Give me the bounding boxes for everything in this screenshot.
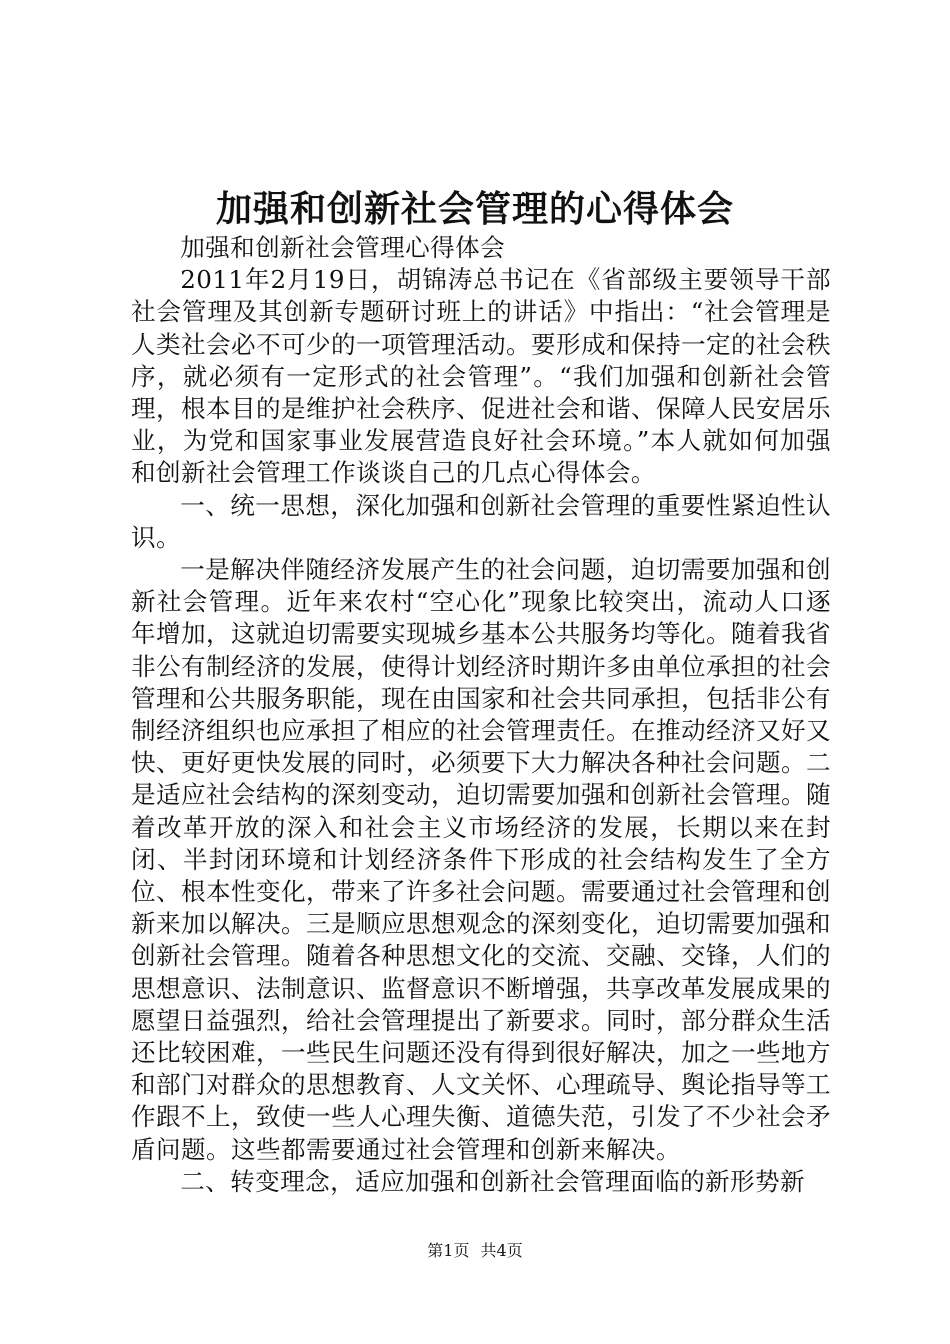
- document-title: 加强和创新社会管理的心得体会: [215, 188, 734, 230]
- section-heading-1: 一、统一思想，深化加强和创新社会管理的重要性紧迫性认识。: [131, 490, 831, 552]
- subtitle-paragraph: 加强和创新社会管理心得体会: [180, 233, 506, 262]
- body-paragraph: 一是解决伴随经济发展产生的社会问题，迫切需要加强和创新社会管理。近年来农村“空心化”现象比较突出，流动人口逐年增加，这就迫切需要实现城乡基本公共服务均等化。随着我省非公有制经济的发展，使得计划经济时期许多由单位承担的社会管理和公共服务职能，现在由国家和社会共同承担，包括非公有制经济组织也应承担了相应的社会管理责任。在推动经济又好又快、更好更快发展的同时，必须要下大力解决各种社会问题。二是适应社会结构的深刻变动，迫切需要加强和创新社会管理。随着改革开放的深入和社会主义市场经济的发展，长期以来在封闭、半封闭环境和计划经济条件下形成的社会结构发生了全方位、根本性变化，带来了许多社会问题。需要通过社会管理和创新来加以解决。三是顺应思想观念的深刻变化，迫切需要加强和创新社会管理。随着各种思想文化的交流、交融、交锋，人们的思想意识、法制意识、监督意识不断增强，共享改革发展成果的愿望日益强烈，给社会管理提出了新要求。同时，部分群众生活还比较困难，一些民生问题还没有得到很好解决，加之一些地方和部门对群众的思想教育、人文关怀、心理疏导、舆论指导等工作跟不上，致使一些人心理失衡、道德失范，引发了不少社会矛盾问题。这些都需要通过社会管理和创新来解决。: [131, 555, 831, 1164]
- document-body: [131, 232, 831, 1198]
- section-heading-2: 二、转变理念，适应加强和创新社会管理面临的新形势新: [180, 1166, 806, 1196]
- intro-paragraph: 2011年2月19日，胡锦涛总书记在《省部级主要领导干部社会管理及其创新专题研讨班上的讲话》中指出：“社会管理是人类社会必不可少的一项管理活动。要形成和保持一定的社会秩序，就必须有一定形式的社会管理”。“我们加强和创新社会管理，根本目的是维护社会秩序、促进社会和谐、保障人民安居乐业，为党和国家事业发展营造良好社会环境。”本人就如何加强和创新社会管理工作谈谈自己的几点心得体会。: [131, 265, 831, 488]
- page-number: 第1页: [427, 1241, 470, 1260]
- page-footer: [0, 1240, 950, 1262]
- page-total: 共4页: [480, 1241, 523, 1260]
